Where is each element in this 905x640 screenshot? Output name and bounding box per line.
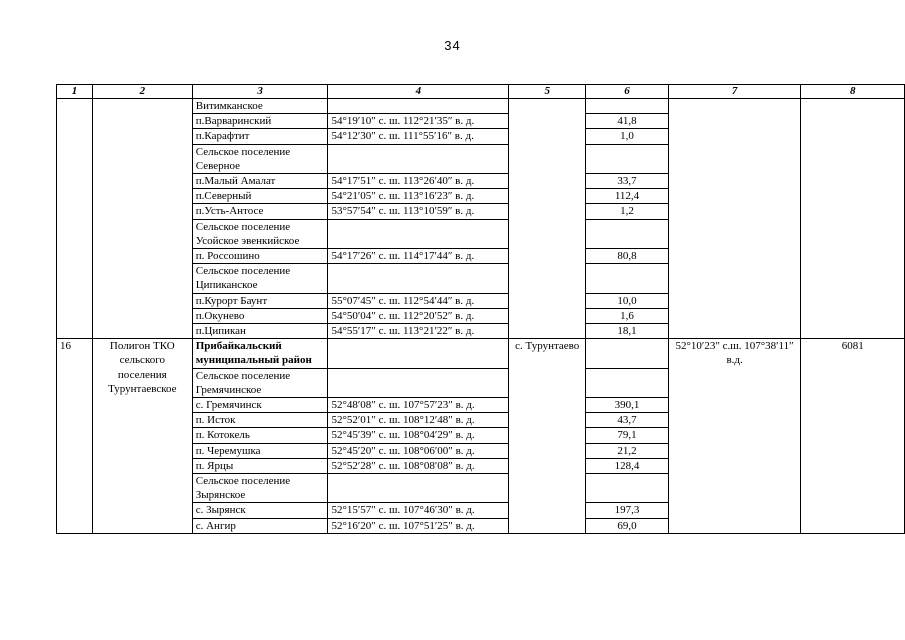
facilities-table [56, 84, 905, 534]
distance-cell: 128,4 [586, 458, 669, 473]
coordinates-cell: 54°17′26″ с. ш. 114°17′44″ в. д. [328, 249, 509, 264]
distance-cell [586, 144, 669, 173]
locality-cell: п. Россошино [192, 249, 328, 264]
locality-cell: Сельское поселение Ципиканское [192, 264, 328, 293]
locality-cell: п. Исток [192, 413, 328, 428]
distance-cell: 80,8 [586, 249, 669, 264]
table-row [57, 339, 905, 368]
coordinates-cell: 54°17′51″ с. ш. 113°26′40″ в. д. [328, 174, 509, 189]
page-number: 34 [444, 38, 461, 53]
coordinates-cell: 52°45′20″ с. ш. 108°06′00″ в. д. [328, 443, 509, 458]
coordinates-cell [328, 368, 509, 397]
settlement-cell [509, 99, 586, 339]
locality-cell: с. Ангир [192, 518, 328, 533]
coordinates-cell: 52°52′28″ с. ш. 108°08′08″ в. д. [328, 458, 509, 473]
locality-cell: Витимканское [192, 99, 328, 114]
locality-cell: Сельское поселение Усойское эвенкийское [192, 219, 328, 248]
distance-cell: 41,8 [586, 114, 669, 129]
locality-cell: п.Окунево [192, 308, 328, 323]
index-cell: 16 [57, 339, 93, 534]
area-cell [801, 99, 905, 339]
settlement-cell: с. Турунтаево [509, 339, 586, 534]
facility-name-cell [92, 99, 192, 339]
header-cell: 5 [509, 85, 586, 99]
coordinates-cell: 55°07′45″ с. ш. 112°54′44″ в. д. [328, 293, 509, 308]
locality-cell: п. Котокель [192, 428, 328, 443]
coordinates-cell: 52°45′39″ с. ш. 108°04′29″ в. д. [328, 428, 509, 443]
locality-cell: Прибайкальский муниципальный район [192, 339, 328, 368]
table-row [57, 99, 905, 114]
coordinates-cell [328, 99, 509, 114]
coordinates-cell: 54°12′30″ с. ш. 111°55′16″ в. д. [328, 129, 509, 144]
coordinates-cell: 54°50′04″ с. ш. 112°20′52″ в. д. [328, 308, 509, 323]
distance-cell [586, 99, 669, 114]
distance-cell: 197,3 [586, 503, 669, 518]
distance-cell [586, 474, 669, 503]
header-cell: 2 [92, 85, 192, 99]
header-cell: 3 [192, 85, 328, 99]
facility-name-cell: Полигон ТКО сельского поселения Турунтаевское [92, 339, 192, 534]
locality-cell: Сельское поселение Гремячинское [192, 368, 328, 397]
distance-cell: 79,1 [586, 428, 669, 443]
distance-cell: 43,7 [586, 413, 669, 428]
coordinates-cell: 53°57′54″ с. ш. 113°10′59″ в. д. [328, 204, 509, 219]
locality-cell: п.Малый Амалат [192, 174, 328, 189]
locality-cell: п.Варваринский [192, 114, 328, 129]
header-cell: 1 [57, 85, 93, 99]
coordinates-cell: 52°48′08″ с. ш. 107°57′23″ в. д. [328, 398, 509, 413]
coordinates-cell [328, 474, 509, 503]
locality-cell: п. Ярцы [192, 458, 328, 473]
coordinates-cell [328, 144, 509, 173]
distance-cell: 1,0 [586, 129, 669, 144]
header-cell: 8 [801, 85, 905, 99]
locality-cell: п.Курорт Баунт [192, 293, 328, 308]
coordinates-cell: 54°55′17″ с. ш. 113°21′22″ в. д. [328, 324, 509, 339]
coordinates-cell: 52°52′01″ с. ш. 108°12′48″ в. д. [328, 413, 509, 428]
site-coordinates-cell [668, 99, 801, 339]
distance-cell: 112,4 [586, 189, 669, 204]
locality-cell: Сельское поселение Северное [192, 144, 328, 173]
locality-cell: с. Зырянск [192, 503, 328, 518]
area-cell: 6081 [801, 339, 905, 534]
distance-cell: 21,2 [586, 443, 669, 458]
locality-cell: с. Гремячинск [192, 398, 328, 413]
locality-cell: п.Карафтит [192, 129, 328, 144]
coordinates-cell: 54°19′10″ с. ш. 112°21′35″ в. д. [328, 114, 509, 129]
coordinates-cell: 52°16′20″ с. ш. 107°51′25″ в. д. [328, 518, 509, 533]
distance-cell: 1,2 [586, 204, 669, 219]
locality-cell: п.Усть-Антосе [192, 204, 328, 219]
header-cell: 6 [586, 85, 669, 99]
distance-cell [586, 339, 669, 368]
distance-cell: 390,1 [586, 398, 669, 413]
locality-cell: Сельское поселение Зырянское [192, 474, 328, 503]
distance-cell [586, 219, 669, 248]
header-cell: 4 [328, 85, 509, 99]
index-cell [57, 99, 93, 339]
distance-cell: 33,7 [586, 174, 669, 189]
distance-cell: 10,0 [586, 293, 669, 308]
distance-cell [586, 368, 669, 397]
distance-cell [586, 264, 669, 293]
coordinates-cell: 52°15′57″ с. ш. 107°46′30″ в. д. [328, 503, 509, 518]
distance-cell: 18,1 [586, 324, 669, 339]
locality-cell: п.Ципикан [192, 324, 328, 339]
distance-cell: 69,0 [586, 518, 669, 533]
header-cell: 7 [668, 85, 801, 99]
distance-cell: 1,6 [586, 308, 669, 323]
locality-cell: п.Северный [192, 189, 328, 204]
locality-cell: п. Черемушка [192, 443, 328, 458]
header-row [57, 85, 905, 99]
coordinates-cell [328, 264, 509, 293]
coordinates-cell: 54°21′05″ с. ш. 113°16′23″ в. д. [328, 189, 509, 204]
coordinates-cell [328, 219, 509, 248]
site-coordinates-cell: 52°10′23″ с.ш. 107°38′11″ в.д. [668, 339, 801, 534]
coordinates-cell [328, 339, 509, 368]
